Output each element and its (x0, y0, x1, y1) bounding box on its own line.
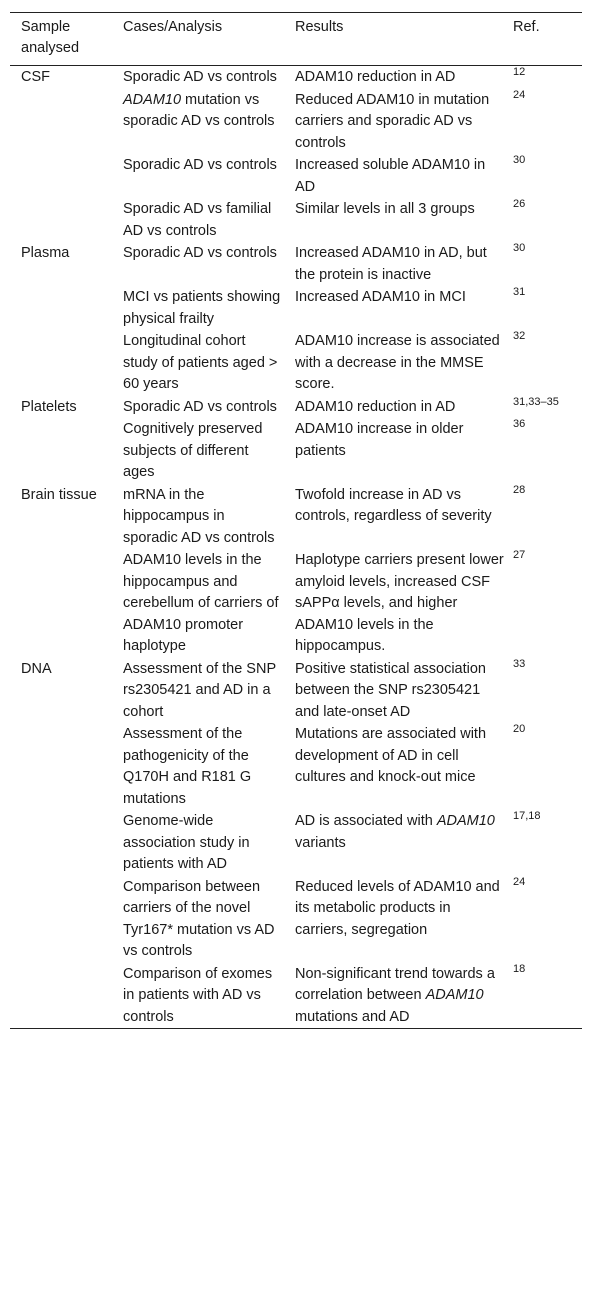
cell-sample: CSF (21, 69, 50, 85)
cell-ref (513, 198, 582, 242)
reference-number: 18 (513, 962, 526, 975)
table-row (10, 484, 582, 550)
cell-results: Twofold increase in AD vs controls, regardless of severity (295, 486, 492, 524)
cell-ref (513, 286, 582, 330)
table-row (10, 396, 582, 419)
cell-cases: Sporadic AD vs familial AD vs controls (123, 201, 272, 239)
cell-cases: Assessment of the SNP rs2305421 and AD in a cohort (123, 660, 276, 720)
reference-number: 31,33–35 (513, 395, 559, 408)
cell-results: Reduced ADAM10 in mutation carriers and sporadic AD vs controls (295, 91, 490, 151)
cell-results: Increased ADAM10 in MCI (295, 289, 466, 305)
cell-results (295, 963, 513, 1029)
cell-results-tail: variants (295, 834, 346, 851)
header-ref: Ref. (513, 19, 540, 35)
cell-cases-italic: ADAM10 (123, 91, 182, 108)
header-sample: Sample analysed (21, 19, 80, 56)
table-row (10, 286, 582, 330)
cell-cases: Sporadic AD vs controls (123, 245, 277, 261)
cell-ref (513, 549, 582, 658)
cell-cases-text: mutation vs sporadic AD vs controls (123, 91, 275, 129)
cell-cases: Sporadic AD vs controls (123, 398, 277, 415)
reference-number: 32 (513, 330, 526, 342)
cell-ref (513, 723, 582, 810)
reference-number: 12 (513, 66, 526, 78)
cell-cases: Cognitively preserved subjects of different ages (123, 421, 263, 480)
cell-results: ADAM10 increase is associated with a decrease in the MMSE score. (295, 333, 500, 392)
reference-number: 20 (513, 723, 526, 735)
cell-sample (10, 549, 123, 658)
cell-results: Reduced levels of ADAM10 and its metabolic products in carriers, segregation (295, 878, 500, 938)
cell-cases: Sporadic AD vs controls (123, 157, 277, 173)
cell-sample (10, 418, 123, 484)
cell-sample (10, 89, 123, 155)
reference-number: 28 (513, 483, 526, 496)
adam10-studies-table (10, 12, 582, 1029)
cell-results: Increased ADAM10 in AD, but the protein is inactive (295, 245, 487, 283)
table-header (10, 13, 582, 66)
cell-sample: Platelets (21, 398, 77, 415)
cell-results: Positive statistical association between the SNP rs2305421 and late-onset AD (295, 660, 486, 720)
cell-ref (513, 658, 582, 724)
reference-number: 26 (513, 198, 526, 210)
cell-ref (513, 89, 582, 155)
table-row (10, 66, 582, 89)
cell-results: Haplotype carriers present lower amyloid levels, increased CSF sAPPα levels, and higher ADAM10 levels in the hippocampus. (295, 552, 504, 654)
reference-number: 24 (513, 875, 526, 888)
reference-number: 24 (513, 88, 526, 101)
cell-ref (513, 418, 582, 484)
table-row (10, 242, 582, 286)
table-row (10, 330, 582, 396)
cell-sample (10, 330, 123, 396)
cell-sample (10, 198, 123, 242)
cell-ref (513, 484, 582, 550)
cell-ref (513, 810, 582, 876)
cell-cases: Comparison between carriers of the novel Tyr167* mutation vs AD vs controls (123, 878, 275, 959)
cell-cases: ADAM10 levels in the hippocampus and cerebellum of carriers of ADAM10 promoter haplotype (123, 552, 279, 654)
cell-results-italic: ADAM10 (436, 813, 495, 829)
cell-results: Increased soluble ADAM10 in AD (295, 157, 486, 195)
table-row (10, 154, 582, 198)
cell-cases: Assessment of the pathogenicity of the Q170H and R181 G mutations (123, 726, 252, 807)
reference-number: 31 (513, 286, 526, 298)
table-row (10, 418, 582, 484)
header-results: Results (295, 19, 344, 35)
cell-results: Similar levels in all 3 groups (295, 201, 475, 217)
header-cases: Cases/Analysis (123, 19, 223, 35)
cell-ref (513, 154, 582, 198)
cell-sample (10, 963, 123, 1029)
cell-ref (513, 963, 582, 1029)
cell-results: ADAM10 reduction in AD (295, 69, 456, 85)
cell-results-text: AD is associated with (295, 813, 437, 829)
table-row (10, 963, 582, 1029)
cell-sample (10, 286, 123, 330)
cell-cases (123, 89, 295, 155)
cell-sample (10, 876, 123, 963)
cell-cases: mRNA in the hippocampus in sporadic AD vs controls (123, 486, 275, 546)
table-row (10, 658, 582, 724)
cell-results: ADAM10 increase in older patients (295, 421, 464, 459)
table-row (10, 89, 582, 155)
table-row (10, 198, 582, 242)
cell-results: Mutations are associated with development of AD in cell cultures and knock-out mice (295, 726, 487, 785)
cell-ref (513, 396, 582, 419)
cell-sample: DNA (21, 660, 52, 677)
cell-results-tail: mutations and AD (295, 1008, 410, 1025)
header-row (10, 13, 582, 66)
reference-number: 33 (513, 657, 526, 670)
cell-ref (513, 66, 582, 89)
cell-ref (513, 876, 582, 963)
reference-number: 27 (513, 549, 526, 561)
reference-number: 36 (513, 418, 526, 430)
table-row (10, 876, 582, 963)
cell-cases: MCI vs patients showing physical frailty (123, 289, 281, 327)
table-row (10, 549, 582, 658)
cell-cases: Comparison of exomes in patients with AD vs controls (123, 965, 273, 1025)
cell-sample (10, 723, 123, 810)
cell-cases: Genome-wide association study in patients with AD (123, 813, 250, 872)
cell-sample: Plasma (21, 245, 70, 261)
cell-results-italic: ADAM10 (425, 987, 484, 1003)
table-row (10, 810, 582, 876)
reference-number: 30 (513, 154, 526, 166)
cell-sample (10, 154, 123, 198)
reference-number: 17,18 (513, 810, 541, 822)
table-row (10, 723, 582, 810)
cell-ref (513, 242, 582, 286)
cell-sample: Brain tissue (21, 486, 97, 503)
cell-cases: Longitudinal cohort study of patients aged > 60 years (123, 333, 278, 392)
cell-cases: Sporadic AD vs controls (123, 69, 277, 85)
cell-sample (10, 810, 123, 876)
cell-results-text: Non-significant trend towards a correlation between (295, 965, 495, 1003)
table-body (10, 66, 582, 1029)
reference-number: 30 (513, 242, 526, 254)
cell-results: ADAM10 reduction in AD (295, 398, 456, 415)
cell-results (295, 810, 513, 876)
cell-ref (513, 330, 582, 396)
